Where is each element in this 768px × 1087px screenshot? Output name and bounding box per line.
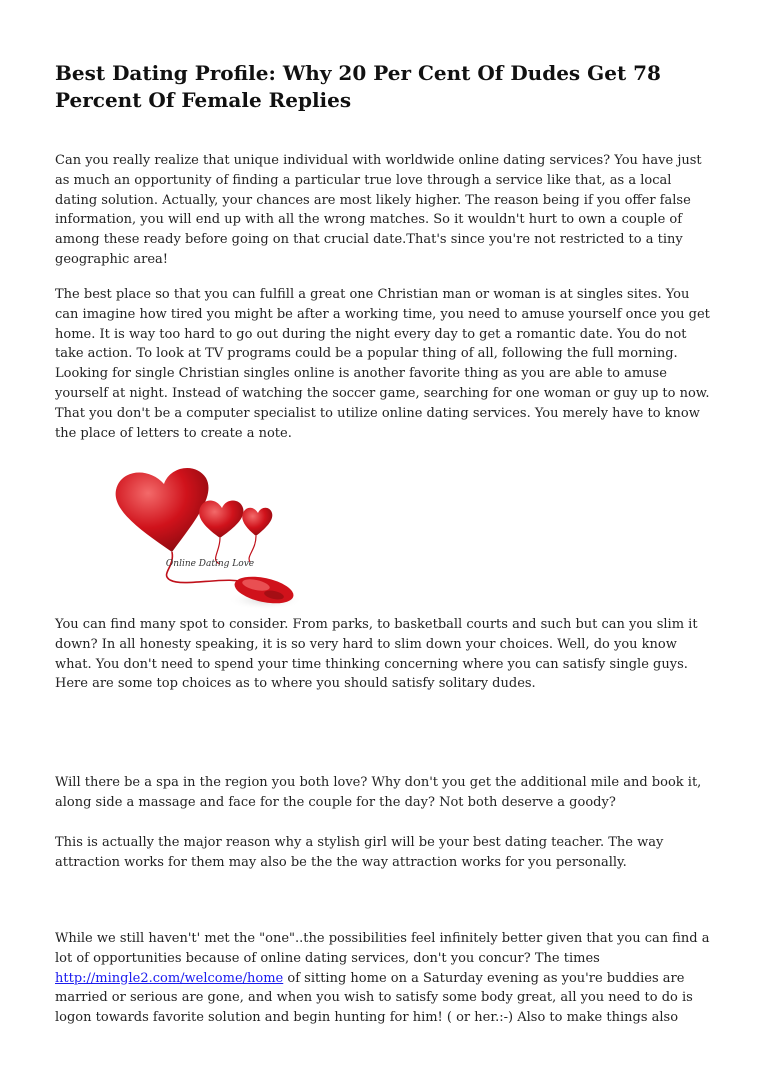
online-dating-love-image	[60, 452, 350, 622]
paragraph-6-text-start: While we still haven't' met the "one"..the possibilities feel infinitely better given that you can find a lot of opportunities because of online dating services, don't you concur? The times	[55, 931, 710, 966]
paragraph-3: You can find many spot to consider. From parks, to basketball courts and such but can you slim it down? In all honesty speaking, it is so very hard to slim down your choices. Well, do you know what. You don't need to spend your time thinking concerning where you can satisfy single guys. Here are some top choices as to where you should satisfy solitary dudes.	[55, 617, 698, 692]
paragraph-6	[55, 929, 715, 1028]
paragraph-4: Will there be a spa in the region you both love? Why don't you get the additional mile and book it, along side a massage and face for the couple for the day? Not both deserve a goody?	[55, 775, 702, 810]
paragraph-2: The best place so that you can fulfill a great one Christian man or woman is at singles sites. You can imagine how tired you might be after a working time, you need to amuse yourself once you get home. It is way too hard to go out during the night every day to get a romantic date. You do not take action. To look at TV programs could be a popular thing of all, following the full morning. Looking for single Christian singles online is another favorite thing as you are able to amuse yourself at night. Instead of watching the soccer game, searching for one woman or guy up to now. That you don't be a computer specialist to utilize online dating services. You merely have to know the place of letters to create a note.	[55, 287, 710, 441]
small-heart-icon	[242, 508, 272, 536]
mingle2-link[interactable]: http://mingle2.com/welcome/home	[55, 970, 284, 986]
paragraph-5: This is actually the major reason why a stylish girl will be your best dating teacher. The way attraction works for them may also be the the way attraction works for you personally.	[55, 835, 664, 870]
paragraph-1: Can you really realize that unique individual with worldwide online dating services? You have just as much an opportunity of finding a particular true love through a service like that, as a local dating solution. Actually, your chances are most likely higher. The reason being if you offer false information, you will end up with all the wrong matches. So it wouldn't hurt to own a couple of among these ready before going on that crucial date.That's since you're not restricted to a tiny geographic area!	[55, 153, 702, 267]
large-heart-icon	[116, 468, 209, 552]
image-caption: Online Dating Love	[165, 559, 255, 569]
medium-heart-icon	[199, 501, 243, 539]
paragraph-6-text-end: of sitting home on a Saturday evening as you're buddies are married or serious are gone, and when you wish to satisfy some body great, all you need to do is logon towards favorite solution and begin hunting for him! ( or her.:-) Also to make things also	[55, 970, 693, 1026]
hearts-illustration	[60, 452, 350, 622]
page-title: Best Dating Profile: Why 20 Per Cent Of Dudes Get 78 Percent Of Female Replies	[55, 61, 661, 112]
